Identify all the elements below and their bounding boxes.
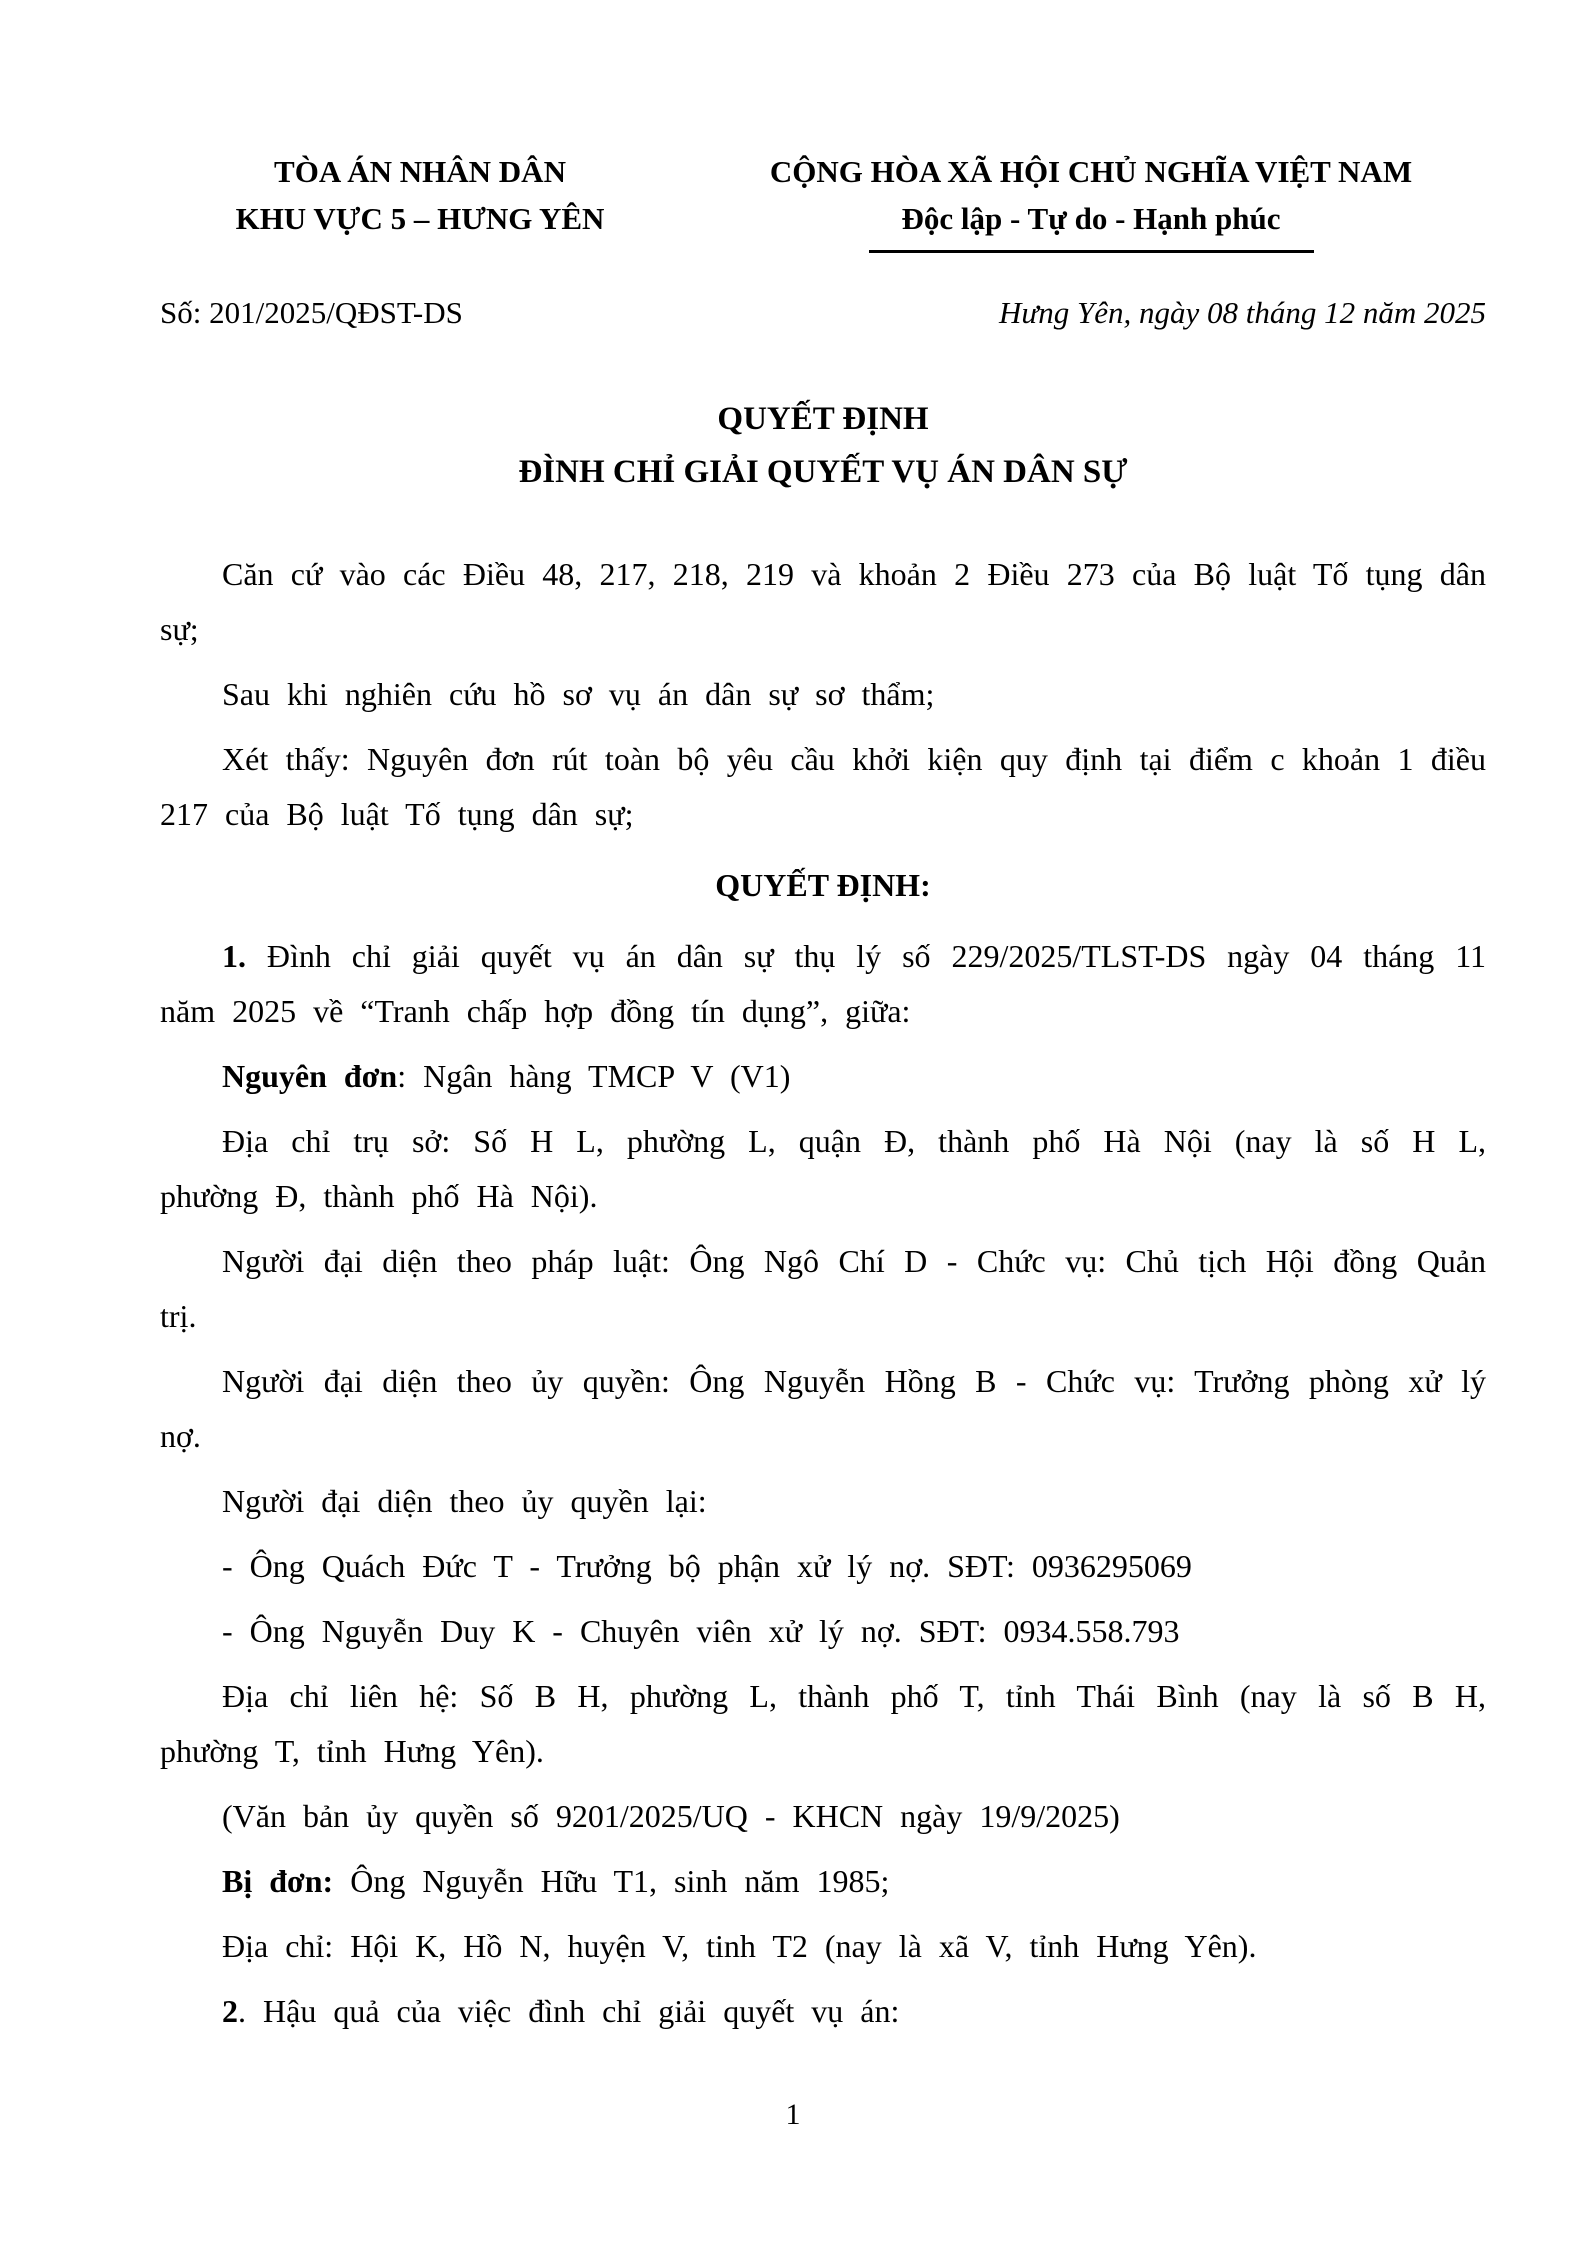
paragraph-text: Người đại diện theo ủy quyền lại: xyxy=(222,1483,707,1519)
preamble-text: Sau khi nghiên cứu hồ sơ vụ án dân sự sơ thẩm; xyxy=(222,676,935,712)
body-paragraph xyxy=(160,1049,1486,1104)
preamble-paragraph xyxy=(160,732,1486,842)
paragraph-text: Người đại diện theo ủy quyền: Ông Nguyễn Hồng B - Chức vụ: Trưởng phòng xử lý nợ. xyxy=(160,1363,1486,1454)
decision-heading: QUYẾT ĐỊNH: xyxy=(715,867,931,903)
preamble-paragraph xyxy=(160,667,1486,722)
court-name-line2: KHU VỰC 5 – HƯNG YÊN xyxy=(235,201,605,236)
paragraph-text: Địa chỉ: Hội K, Hồ N, huyện V, tinh T2 (nay là xã V, tỉnh Hưng Yên). xyxy=(222,1928,1257,1964)
body-paragraph xyxy=(160,1114,1486,1224)
body-paragraph xyxy=(160,1854,1486,1909)
paragraph-text: - Ông Quách Đức T - Trưởng bộ phận xử lý nợ. SĐT: 0936295069 xyxy=(222,1548,1192,1584)
paragraph-text: Địa chỉ liên hệ: Số B H, phường L, thành phố T, tỉnh Thái Bình (nay là số B H, phường T, tỉnh Hưng Yên). xyxy=(160,1678,1486,1769)
body-paragraph xyxy=(160,1539,1486,1594)
preamble-text: Xét thấy: Nguyên đơn rút toàn bộ yêu cầu khởi kiện quy định tại điểm c khoản 1 điều 217 của Bộ luật Tố tụng dân sự; xyxy=(160,741,1486,832)
body-paragraph xyxy=(160,1474,1486,1529)
paragraph-text: Đình chỉ giải quyết vụ án dân sự thụ lý số 229/2025/TLST-DS ngày 04 tháng 11 năm 2025 về “Tranh chấp hợp đồng tín dụng”, giữa: xyxy=(160,938,1486,1029)
paragraph-lead: Nguyên đơn xyxy=(222,1058,398,1094)
body-paragraph xyxy=(160,1669,1486,1779)
body-paragraph xyxy=(160,1789,1486,1844)
document-header xyxy=(160,148,1486,253)
court-name-block xyxy=(160,148,680,253)
body-paragraph xyxy=(160,1234,1486,1344)
paragraph-lead: 2 xyxy=(222,1993,238,2029)
place-date-line: Hưng Yên, ngày 08 tháng 12 năm 2025 xyxy=(998,295,1486,330)
body-paragraph xyxy=(160,1984,1486,2039)
national-motto: Độc lập - Tự do - Hạnh phúc xyxy=(901,201,1281,236)
body-paragraph xyxy=(160,1354,1486,1464)
document-title-line2: ĐÌNH CHỈ GIẢI QUYẾT VỤ ÁN DÂN SỰ xyxy=(518,454,1128,490)
docnum-date-row xyxy=(160,295,1486,331)
paragraph-lead: Bị đơn: xyxy=(222,1863,334,1899)
page-number: 1 xyxy=(785,2098,801,2131)
body-paragraph xyxy=(160,1604,1486,1659)
paragraph-text: Địa chỉ trụ sở: Số H L, phường L, quận Đ, thành phố Hà Nội (nay là số H L, phường Đ, thành phố Hà Nội). xyxy=(160,1123,1486,1214)
paragraph-text: (Văn bản ủy quyền số 9201/2025/UQ - KHCN ngày 19/9/2025) xyxy=(222,1798,1120,1834)
document-title-line1: QUYẾT ĐỊNH xyxy=(717,401,929,437)
paragraph-lead: 1. xyxy=(222,938,246,974)
document-title xyxy=(160,393,1486,499)
national-title: CỘNG HÒA XÃ HỘI CHỦ NGHĨA VIỆT NAM xyxy=(769,154,1413,189)
paragraph-text: Ông Nguyễn Hữu T1, sinh năm 1985; xyxy=(333,1863,890,1899)
preamble-paragraph xyxy=(160,547,1486,657)
body-paragraph xyxy=(160,1919,1486,1974)
paragraph-text: - Ông Nguyễn Duy K - Chuyên viên xử lý nợ. SĐT: 0934.558.793 xyxy=(222,1613,1180,1649)
document-number: Số: 201/2025/QĐST-DS xyxy=(160,295,463,330)
court-name-line1: TÒA ÁN NHÂN DÂN xyxy=(274,154,566,189)
paragraph-text: : Ngân hàng TMCP V (V1) xyxy=(397,1058,791,1094)
motto-underline xyxy=(869,250,1314,253)
body-paragraph xyxy=(160,929,1486,1039)
paragraph-text: Người đại diện theo pháp luật: Ông Ngô Chí D - Chức vụ: Chủ tịch Hội đồng Quản trị. xyxy=(160,1243,1486,1334)
paragraph-text: . Hậu quả của việc đình chỉ giải quyết vụ án: xyxy=(238,1993,900,2029)
national-header-block xyxy=(696,148,1486,253)
preamble-text: Căn cứ vào các Điều 48, 217, 218, 219 và khoản 2 Điều 273 của Bộ luật Tố tụng dân sự; xyxy=(160,556,1486,647)
